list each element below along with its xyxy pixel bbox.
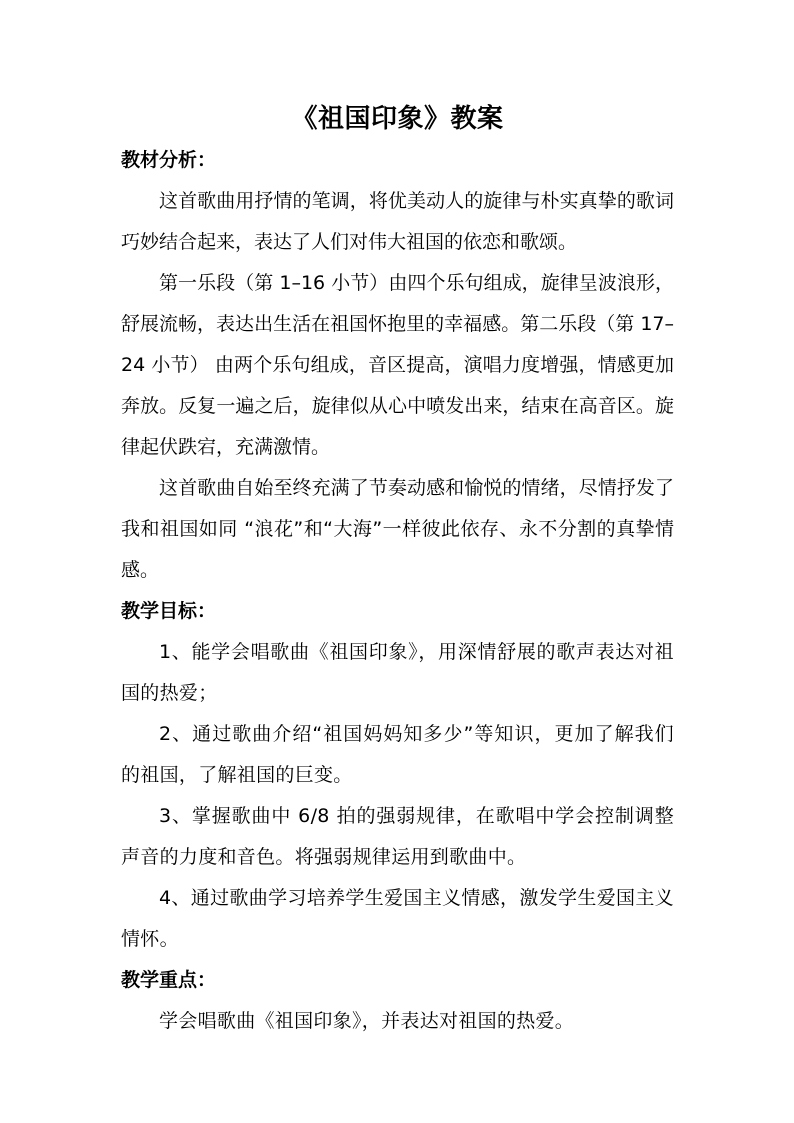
objective-item-1: 1、能学会唱歌曲《祖国印象》，用深情舒展的歌声表达对祖国的热爱； (121, 641, 674, 704)
objective-item-4: 4、通过歌曲学习培养学生爱国主义情感，激发学生爱国主义情怀。 (121, 887, 674, 950)
section-heading-objectives: 教学目标： (121, 600, 217, 622)
document-title: 《祖国印象》教案 (291, 104, 504, 134)
section-heading-analysis: 教材分析： (121, 149, 217, 171)
objective-item-2: 2、通过歌曲介绍“祖国妈妈知多少”等知识，更加了解我们的祖国，了解祖国的巨变。 (121, 723, 674, 786)
analysis-paragraph-2: 第一乐段（第 1–16 小节）由四个乐句组成，旋律呈波浪形，舒展流畅，表达出生活在祖国怀抱里的幸福感。第二乐段（第 17–24 小节） 由两个乐句组成，音区提高，演唱力度增强，情感更加奔放。反复一遍之后，旋律似从心中喷发出来，结束在高音区。旋律起伏跌宕，充满激情。 (121, 272, 674, 458)
focus-paragraph-1: 学会唱歌曲《祖国印象》，并表达对祖国的热爱。 (159, 1010, 575, 1032)
analysis-paragraph-3: 这首歌曲自始至终充满了节奏动感和愉悦的情绪，尽情抒发了我和祖国如同 “浪花”和“大海”一样彼此依存、永不分割的真挚情感。 (121, 477, 674, 581)
analysis-paragraph-1: 这首歌曲用抒情的笔调，将优美动人的旋律与朴实真挚的歌词巧妙结合起来，表达了人们对伟大祖国的依恋和歌颂。 (121, 190, 674, 253)
objective-item-3: 3、掌握歌曲中 6/8 拍的强弱规律，在歌唱中学会控制调整声音的力度和音色。将强弱规律运用到歌曲中。 (121, 805, 674, 868)
section-heading-focus: 教学重点： (121, 969, 217, 991)
